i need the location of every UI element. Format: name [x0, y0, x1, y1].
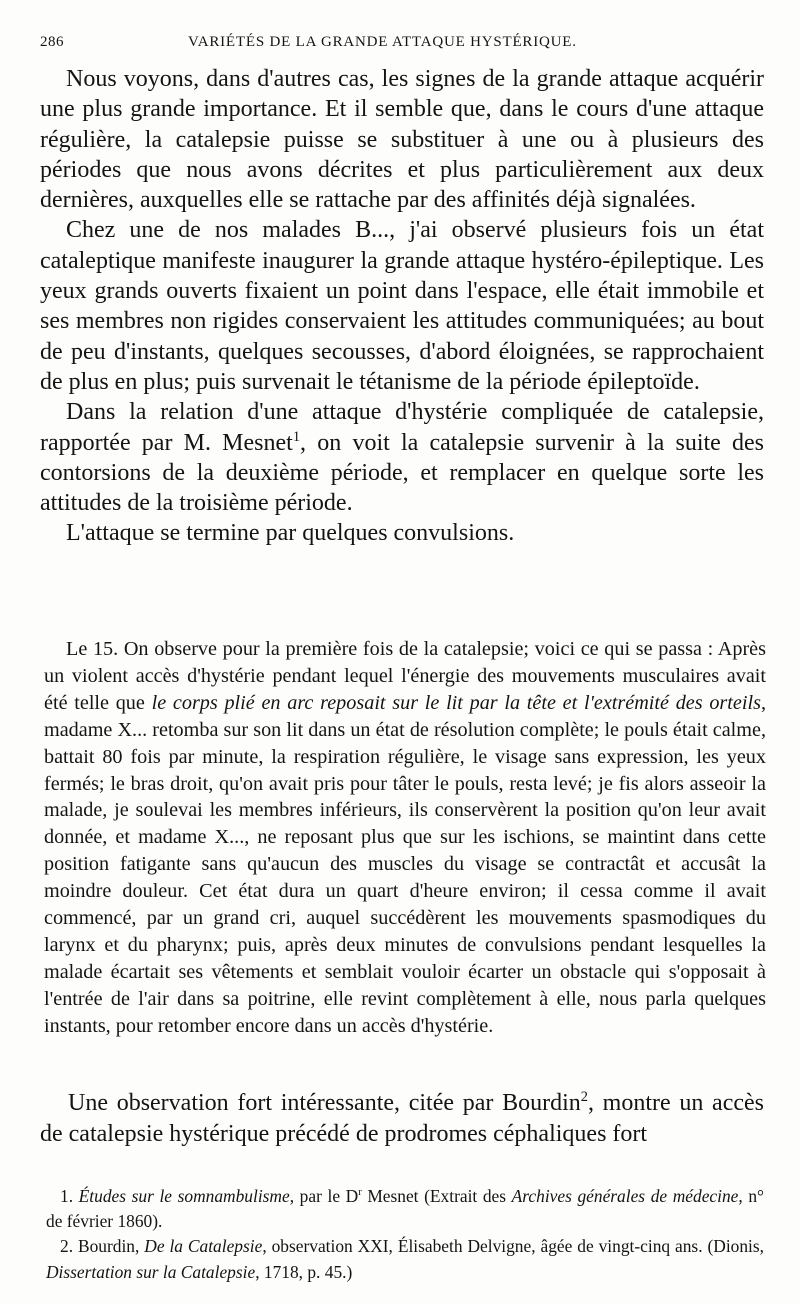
closing-paragraph [40, 1088, 764, 1149]
running-title: VARIÉTÉS DE LA GRANDE ATTAQUE HYSTÉRIQUE. [188, 34, 577, 50]
paragraph-3 [40, 397, 764, 518]
paragraph-2: Chez une de nos malades B..., j'ai observé plusieurs fois un état cataleptique manifeste inaugurer la grande attaque hystéro-épileptique. Les yeux grands ouverts fixaient un point dans l'espace, elle était immobile et ses membres non rigides conservaient les attitudes communiquées; au bout de peu d'instants, quelques secousses, d'abord éloignées, se rapprochaient de plus en plus; puis survenait le tétanisme de la période épileptoïde. [40, 217, 764, 395]
footnote-1-text-a: , par le D [289, 1186, 359, 1206]
observation-text-a: Le 15. On observe pour la première fois de la catalepsie; voici ce qui se passa : Après un violent accès d'hystérie pendant lequel l'énergie des mouvements musculaires avait été telle que [44, 638, 766, 714]
paragraph-3-text-b: , on voit la catalepsie survenir à la suite des contorsions de la deuxième période, et remplacer en quelque sorte les attitudes de la troisième période. [40, 429, 765, 517]
footnote-1-number: 1. [60, 1186, 74, 1206]
observation-text-b: , madame X... retomba sur son lit dans un état de résolution complète; le pouls était calme, battait 80 fois par minute, la respiration régulière, le visage sans expression, les yeux fermés; le bras droit, qu'on avait pris pour tâter le pouls, resta levé; je fis alors asseoir la malade, je soulevai les membres inférieurs, ils conservèrent la position qu'on leur avait donnée, et madame X..., ne reposant plus que sur les ischions, se maintint dans cette position fatigante sans qu'aucun des muscles du visage se contractât et accusât la moindre douleur. Cet état dura un quart d'heure environ; il cessa comme il avait commencé, par un grand cri, auquel succédèrent les mouvements spasmodiques du larynx et du pharynx; puis, après deux minutes de convulsions pendant lesquelles la malade écartait ses vêtements et semblait vouloir écarter un obstacle qui s'opposait à l'entrée de l'air dans sa poitrine, elle revint complètement à elle, nous parla quelques instants, pour retomber encore dans un accès d'hystérie. [44, 691, 766, 1037]
footnote-1-title: Études sur le somnambulisme [78, 1186, 290, 1206]
footnote-1-text-c: , n° de février 1860). [46, 1186, 764, 1232]
closing-text-b: , montre un accès de catalepsie hystérique précédé de prodromes céphaliques fort [40, 1090, 765, 1147]
footnote-2-title: De la Catalepsie [144, 1236, 263, 1257]
footnote-2-number: 2. [60, 1236, 74, 1257]
closing-text [40, 1088, 764, 1149]
footnote-ref-2: 2 [580, 1089, 588, 1105]
footnote-1 [46, 1184, 764, 1234]
paragraph-1: Nous voyons, dans d'autres cas, les signes de la grande attaque acquérir une plus grande importance. Et il semble que, dans le cours d'une attaque régulière, la catalepsie puisse se substituer à une ou à plusieurs des périodes que nous avons décrites et plus particulièrement aux deux dernières, auxquelles elle se rattache par des affinités déjà signalées. [40, 66, 764, 214]
footnote-2-text-a: , observation XXI, Élisabeth Delvigne, âgée de vingt-cinq ans. (Dionis, [262, 1236, 764, 1257]
footnote-ref-1: 1 [292, 428, 301, 445]
page-number: 286 [40, 34, 64, 50]
page-header [40, 32, 764, 54]
main-text [40, 64, 764, 549]
footnote-1-sup: r [358, 1187, 362, 1199]
observation-italic-phrase: le corps plié en arc reposait sur le lit par la tête et l'extrémité des orteils [151, 691, 761, 714]
footnote-2-text-b: , 1718, p. 45.) [255, 1261, 353, 1282]
footnote-2-author: Bourdin, [77, 1236, 145, 1257]
footnote-1-journal: Archives générales de médecine [511, 1186, 739, 1206]
footnote-2 [46, 1234, 764, 1284]
closing-text-a: Une observation fort intéressante, citée par Bourdin [68, 1090, 581, 1116]
observation-paragraph [44, 636, 766, 1040]
footnote-1-text-b: Mesnet (Extrait des [361, 1186, 512, 1206]
footnote-2-dissertation: Dissertation sur la Catalepsie [46, 1261, 256, 1282]
paragraph-3-text-a: Dans la relation d'une attaque d'hystérie compliquée de catalepsie, rapportée par M. Mesnet [40, 399, 764, 456]
footnotes [46, 1184, 764, 1285]
quoted-observation [44, 636, 766, 1040]
paragraph-4: L'attaque se termine par quelques convulsions. [66, 520, 515, 547]
